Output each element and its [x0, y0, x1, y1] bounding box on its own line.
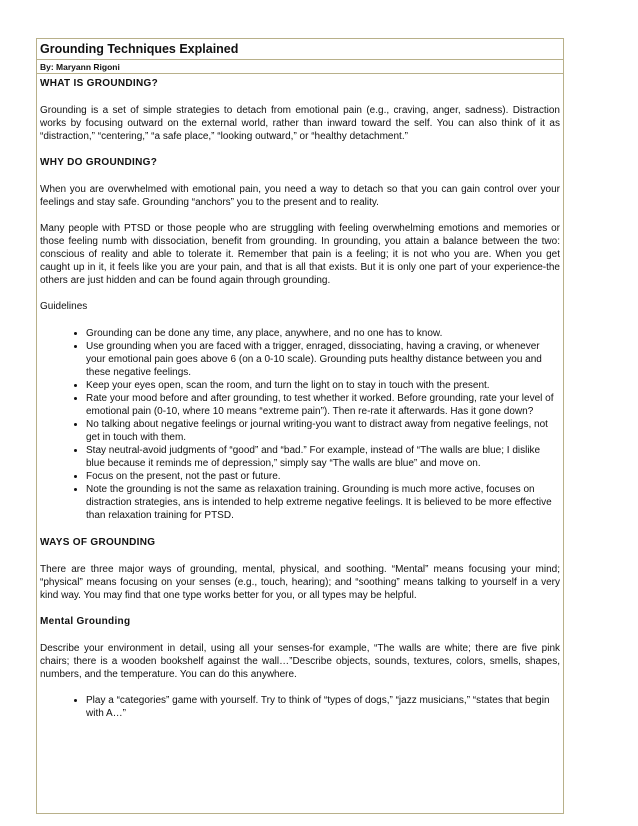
heading-what-is-grounding: WHAT IS GROUNDING?: [40, 78, 158, 89]
list-item: • Stay neutral-avoid judgments of “good” and “bad.” For example, instead of “The walls are blue; I dislike blue because it reminds me of depression,” simply say “The walls are blue” and move on.: [86, 444, 560, 470]
mental-grounding-list: [40, 694, 560, 720]
paragraph-mental-1: Describe your environment in detail, using all your senses-for example, “The walls are white; there are five pink chairs; there is a wooden bookshelf against the wall…”Describe objects, sounds, textures, colors, smells, shapes, numbers, and the temperature. You can do this anywhere.: [40, 643, 560, 680]
paragraph-what-1: Grounding is a set of simple strategies to detach from emotional pain (e.g., craving, anger, sadness). Distraction works by focusing outward on the external world, rather than inward toward the self. You can also think of it as “distraction,” “centering,” “a safe place,” “looking outward,” or “healthy detachment.”: [40, 105, 560, 142]
list-item: • No talking about negative feelings or journal writing-you want to distract away from negative feelings, not get in touch with them.: [86, 418, 560, 444]
document-title: Grounding Techniques Explained: [40, 42, 239, 56]
document-frame: [36, 38, 564, 814]
author-row: [37, 60, 563, 74]
list-item: • Rate your mood before and after grounding, to test whether it worked. Before grounding, rate your level of emotional pain (0-10, where 10 means “extreme pain”). Then re-rate it afterwards. Has it gone down?: [86, 392, 560, 418]
list-item: • Use grounding when you are faced with a trigger, enraged, dissociating, having a craving, or whenever your emotional pain goes above 6 (on a 0-10 scale). Grounding puts healthy distance between you and these negative feelings.: [86, 340, 560, 379]
list-item: • Play a “categories” game with yourself. Try to think of “types of dogs,” “jazz musicians,” “states that begin with A…”: [86, 694, 560, 720]
heading-ways-of-grounding: WAYS OF GROUNDING: [40, 537, 156, 548]
paragraph-why-1: When you are overwhelmed with emotional pain, you need a way to detach so that you can gain control over your feelings and stay safe. Grounding “anchors” you to the present and to reality.: [40, 184, 560, 208]
guidelines-label: Guidelines: [40, 301, 88, 312]
title-row: [37, 39, 563, 60]
paragraph-ways-1: There are three major ways of grounding, mental, physical, and soothing. “Mental” means focusing your mind; “physical” means focusing on your senses (e.g., touch, hearing); and “soothing” means talking to yourself in a very kind way. You may find that one type works better for you, or all types may be helpful.: [40, 564, 560, 601]
list-item: • Keep your eyes open, scan the room, and turn the light on to stay in touch with the present.: [86, 379, 560, 392]
guidelines-list: [40, 327, 560, 522]
heading-mental-grounding: Mental Grounding: [40, 616, 131, 627]
list-item: • Note the grounding is not the same as relaxation training. Grounding is much more active, focuses on distraction strategies, ans is intended to help extreme negative feelings. It is believed to be more effective than relaxation training for PTSD.: [86, 483, 560, 522]
list-item: • Focus on the present, not the past or future.: [86, 470, 560, 483]
document-body: [37, 74, 563, 720]
list-item: • Grounding can be done any time, any place, anywhere, and no one has to know.: [86, 327, 560, 340]
document-author: By: Maryann Rigoni: [40, 61, 120, 72]
heading-why-do-grounding: WHY DO GROUNDING?: [40, 157, 158, 168]
paragraph-why-2: Many people with PTSD or those people who are struggling with feeling overwhelming emotions and memories or those feeling numb with dissociation, benefit from grounding. In grounding, you attain a balance between the two: conscious of reality and able to tolerate it. Remember that pain is a feeling; it is not who you are. When you get caught up in it, it feels like you are your pain, and that is all that exists. But it is only one part of your experience-the others are just hidden and can be found again through grounding.: [40, 223, 560, 286]
